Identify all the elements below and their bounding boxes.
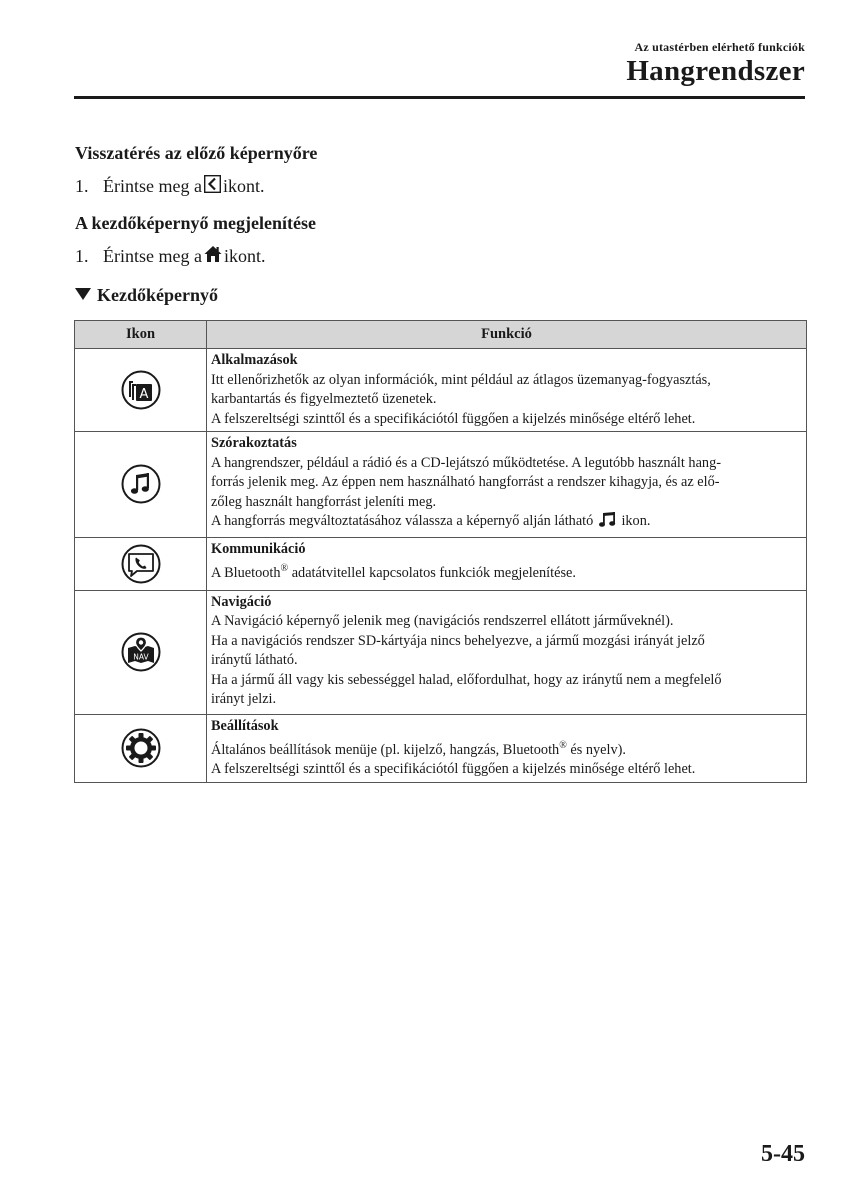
function-text-suffix: ikon.	[621, 513, 651, 529]
function-text: Ha a navigációs rendszer SD-kártyája nincs behelyezve, a jármű mozgási irányát jelző	[211, 632, 705, 649]
function-text: iránytű látható.	[211, 652, 298, 668]
function-cell	[207, 714, 807, 782]
registered-mark: ®	[559, 740, 567, 751]
music-note-icon	[121, 464, 161, 504]
function-text-part: és nyelv).	[566, 741, 626, 758]
function-text-part: A Bluetooth	[211, 564, 281, 581]
function-title: Szórakoztatás	[211, 435, 297, 451]
function-text: A hangrendszer, például a rádió és a CD-lejátszó működtetése. A legutóbb használt hang-	[211, 454, 721, 471]
page-number: 5-45	[761, 1141, 805, 1167]
function-text: Itt ellenőrizhetők az olyan információk, mint például az átlagos üzemanyag-fogyasztás,	[211, 371, 711, 388]
icon-cell	[75, 432, 207, 538]
function-cell	[207, 590, 807, 714]
function-text	[211, 736, 800, 760]
table-row-entertainment	[75, 432, 807, 538]
page-title: Hangrendszer	[626, 55, 805, 87]
function-cell	[207, 432, 807, 538]
icon-cell	[75, 349, 207, 432]
back-section-title: Visszatérés az előző képernyőre	[75, 143, 318, 163]
table-row-navigation	[75, 590, 807, 714]
table-row-applications	[75, 349, 807, 432]
function-text: A hangforrás megváltoztatásához válassza a képernyő alján látható	[211, 513, 594, 529]
step-text: Érintse meg a	[103, 246, 202, 266]
function-title: Alkalmazások	[211, 352, 298, 368]
home-screen-heading-text: Kezdőképernyő	[97, 285, 218, 305]
header-rule	[74, 96, 805, 99]
table-header-row	[75, 321, 807, 349]
step-number: 1.	[75, 176, 89, 196]
section-marker-icon	[75, 288, 91, 300]
function-text	[211, 559, 800, 583]
back-step	[75, 175, 317, 198]
function-cell	[207, 537, 807, 590]
nav-map-icon	[121, 632, 161, 672]
gear-icon	[121, 728, 161, 768]
icon-cell	[75, 590, 207, 714]
function-text-with-icon	[211, 512, 800, 535]
function-table	[74, 320, 807, 783]
function-text: A felszereltségi szinttől és a specifikációtól függően a kijelzés minősége eltérő lehet.	[211, 410, 696, 427]
function-text-part: Általános beállítások menüje (pl. kijelző, hangzás, Bluetooth	[211, 741, 560, 758]
function-text: forrás jelenik meg. Az éppen nem használható hangforrást a rendszer kihagyja, és az elő-	[211, 474, 720, 490]
function-text: zőleg használt hangforrást jeleníti meg.	[211, 493, 437, 510]
step-text: Érintse meg a	[103, 176, 202, 196]
function-title: Beállítások	[211, 717, 279, 734]
svg-text:A: A	[139, 387, 148, 402]
function-title: Navigáció	[211, 593, 272, 610]
applications-icon	[121, 370, 161, 410]
column-header-function: Funkció	[207, 321, 807, 349]
function-text: Ha a jármű áll vagy kis sebességgel halad, előfordulhat, hogy az iránytű nem a megfelelő	[211, 671, 722, 688]
function-cell	[207, 349, 807, 432]
registered-mark: ®	[280, 563, 289, 574]
icon-cell	[75, 537, 207, 590]
music-note-icon	[599, 512, 616, 535]
home-section-title: A kezdőképernyő megjelenítése	[75, 213, 316, 233]
home-screen-heading	[75, 285, 218, 306]
step-number: 1.	[75, 246, 89, 266]
back-chevron-icon	[204, 175, 221, 198]
function-text: A felszereltségi szinttől és a specifikációtól függően a kijelzés minősége eltérő lehet.	[211, 761, 696, 778]
header-section-label: Az utastérben elérhető funkciók	[634, 40, 805, 54]
home-section	[75, 213, 316, 268]
table-row-settings	[75, 714, 807, 782]
function-text: A Navigáció képernyő jelenik meg (navigációs rendszerrel ellátott járműveknél).	[211, 613, 674, 629]
back-section	[75, 143, 317, 198]
function-text-part: adatátvitellel kapcsolatos funkciók megjelenítése.	[288, 564, 576, 581]
column-header-icon: Ikon	[75, 321, 207, 349]
step-text-suffix: ikont.	[223, 246, 266, 266]
home-icon	[204, 245, 222, 268]
home-step	[75, 245, 316, 268]
nav-icon-label: NAV	[132, 652, 149, 662]
function-text: irányt jelzi.	[211, 691, 277, 707]
function-title: Kommunikáció	[211, 540, 306, 557]
step-text-suffix: ikont.	[222, 176, 265, 196]
phone-bubble-icon	[121, 544, 161, 584]
icon-cell	[75, 714, 207, 782]
table-row-communication	[75, 537, 807, 590]
function-text: karbantartás és figyelmeztető üzenetek.	[211, 391, 437, 407]
